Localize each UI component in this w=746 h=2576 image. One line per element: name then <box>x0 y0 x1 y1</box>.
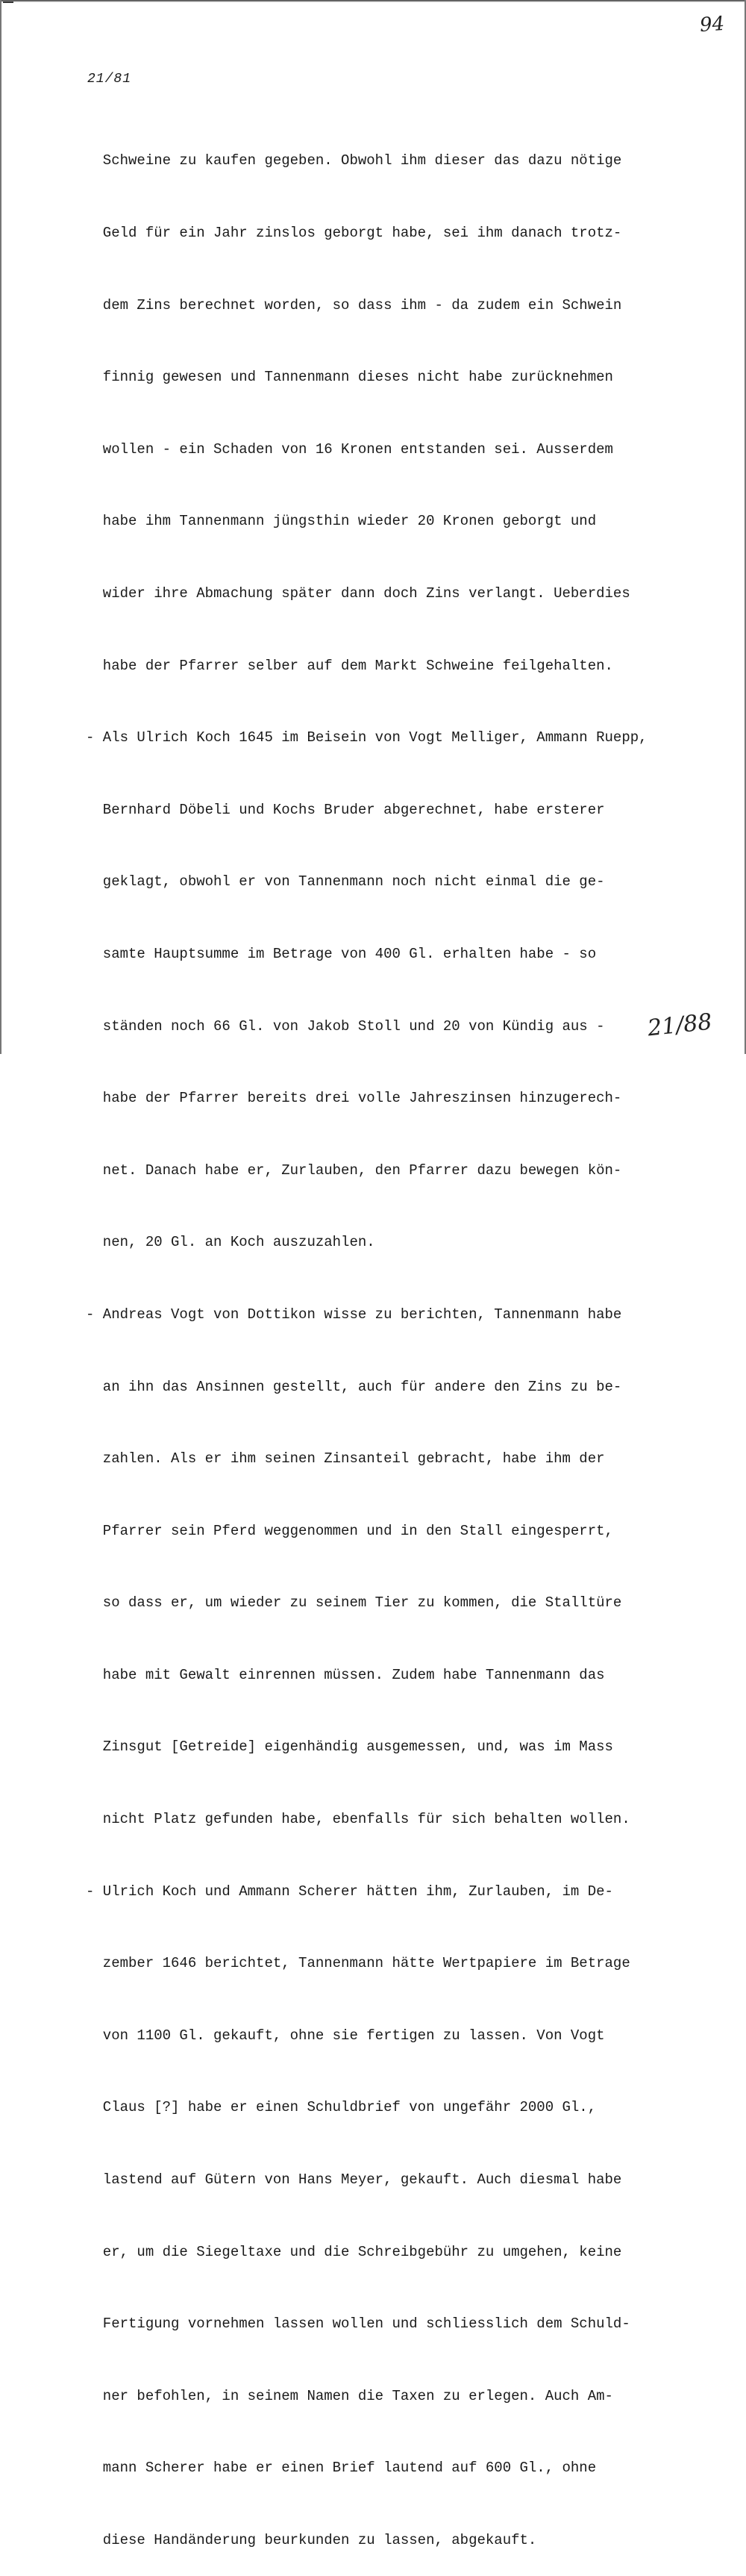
text-line: zember 1646 berichtet, Tannenmann hätte Wertpapiere im Betrage <box>86 1955 630 1972</box>
text-line: habe der Pfarrer bereits drei volle Jahreszinsen hinzugerech- <box>86 1090 622 1107</box>
text-line: Schweine zu kaufen gegeben. Obwohl ihm dieser das dazu nötige <box>86 152 622 169</box>
text-line: habe der Pfarrer selber auf dem Markt Schweine feilgehalten. <box>86 657 613 674</box>
text-line: - Ulrich Koch und Ammann Scherer hätten ihm, Zurlauben, im De- <box>86 1883 613 1900</box>
document-reference: 21/81 <box>87 72 132 87</box>
text-line: samte Hauptsumme im Betrage von 400 Gl. erhalten habe - so <box>86 945 597 962</box>
text-line: lastend auf Gütern von Hans Meyer, gekauft. Auch diesmal habe <box>86 2171 622 2189</box>
text-line: net. Danach habe er, Zurlauben, den Pfarrer dazu bewegen kön- <box>86 1161 622 1179</box>
text-line: von 1100 Gl. gekauft, ohne sie fertigen zu lassen. Von Vogt <box>86 2027 605 2044</box>
text-line: er, um die Siegeltaxe und die Schreibgebühr zu umgehen, keine <box>86 2243 622 2260</box>
text-line: nen, 20 Gl. an Koch auszuzahlen. <box>86 1234 375 1251</box>
scan-edge-top <box>0 0 746 2</box>
text-line: - Als Ulrich Koch 1645 im Beisein von Vogt Melliger, Ammann Ruepp, <box>86 729 648 746</box>
text-line: geklagt, obwohl er von Tannenmann noch nicht einmal die ge- <box>86 873 605 891</box>
text-line: so dass er, um wieder zu seinem Tier zu kommen, die Stalltüre <box>86 1594 622 1612</box>
text-line: an ihn das Ansinnen gestellt, auch für andere den Zins zu be- <box>86 1378 622 1395</box>
page-body <box>86 101 698 2576</box>
text-line: dem Zins berechnet worden, so dass ihm - da zudem ein Schwein <box>86 296 622 314</box>
text-line: Fertigung vornehmen lassen wollen und schliesslich dem Schuld- <box>86 2315 630 2333</box>
corner-mark <box>3 1 13 9</box>
text-line: Zinsgut [Getreide] eigenhändig ausgemessen, und, was im Mass <box>86 1738 613 1756</box>
text-line: ner befohlen, in seinem Namen die Taxen zu erlegen. Auch Am- <box>86 2387 613 2404</box>
text-line: mann Scherer habe er einen Brief lautend auf 600 Gl., ohne <box>86 2460 597 2477</box>
text-line: Bernhard Döbeli und Kochs Bruder abgerechnet, habe ersterer <box>86 801 605 818</box>
text-line: - Andreas Vogt von Dottikon wisse zu berichten, Tannenmann habe <box>86 1306 622 1323</box>
text-line: habe mit Gewalt einrennen müssen. Zudem habe Tannenmann das <box>86 1666 605 1683</box>
scan-edge-left <box>0 0 1 1054</box>
text-line: Geld für ein Jahr zinslos geborgt habe, sei ihm danach trotz- <box>86 225 622 241</box>
text-line: finnig gewesen und Tannenmann dieses nicht habe zurücknehmen <box>86 369 613 386</box>
text-line: Claus [?] habe er einen Schuldbrief von ungefähr 2000 Gl., <box>86 2099 597 2116</box>
handwritten-archive-mark: 21/88 <box>646 1008 714 1042</box>
folio-number: 94 <box>698 12 726 37</box>
text-line: diese Handänderung beurkunden zu lassen, abgekauft. <box>86 2532 537 2548</box>
text-line: wollen - ein Schaden von 16 Kronen entstanden sei. Ausserdem <box>86 440 613 458</box>
text-line: nicht Platz gefunden habe, ebenfalls für sich behalten wollen. <box>86 1811 630 1828</box>
text-line: habe ihm Tannenmann jüngsthin wieder 20 Kronen geborgt und <box>86 513 597 530</box>
text-line: ständen noch 66 Gl. von Jakob Stoll und 20 von Kündig aus - <box>86 1017 605 1035</box>
text-line: Pfarrer sein Pferd weggenommen und in den Stall eingesperrt, <box>86 1522 613 1539</box>
text-line: wider ihre Abmachung später dann doch Zins verlangt. Ueberdies <box>86 584 630 602</box>
text-line: zahlen. Als er ihm seinen Zinsanteil gebracht, habe ihm der <box>86 1450 605 1468</box>
